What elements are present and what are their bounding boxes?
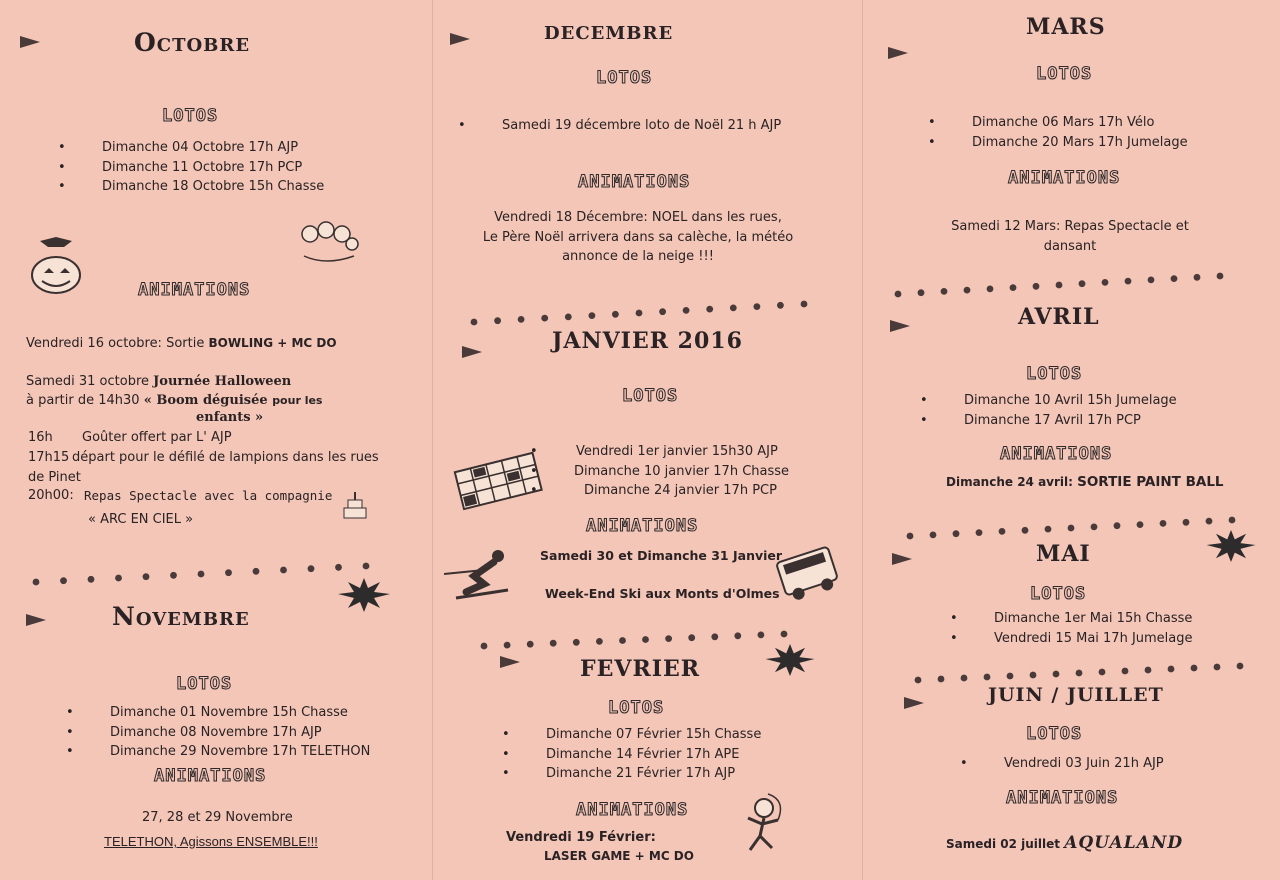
dot	[1099, 669, 1106, 676]
dot	[471, 319, 478, 326]
dot	[907, 533, 914, 540]
section-animations-mars: ANIMATIONS	[1008, 168, 1121, 188]
list-item: • Dimanche 24 janvier 17h PCP	[574, 481, 789, 501]
dotted-separator	[36, 572, 366, 591]
month-title-mars: MARS	[1026, 14, 1106, 40]
section-animations-decembre: ANIMATIONS	[578, 172, 691, 192]
section-animations-janvier: ANIMATIONS	[586, 516, 699, 536]
list-item: • Dimanche 06 Mars 17h Vélo	[972, 113, 1188, 133]
lotos-list-decembre	[502, 116, 781, 136]
dot	[60, 577, 67, 584]
bus-icon	[774, 540, 840, 602]
dot	[915, 677, 922, 684]
dot	[143, 573, 150, 580]
dot	[1068, 525, 1075, 532]
dot	[198, 571, 205, 578]
list-item: • Dimanche 14 Février 17h APE	[546, 745, 761, 765]
list-item: • Dimanche 20 Mars 17h Jumelage	[972, 133, 1188, 153]
dot	[781, 631, 788, 638]
dot	[494, 317, 501, 324]
dot	[1114, 522, 1121, 529]
dot	[665, 635, 672, 642]
lotos-list-octobre	[102, 138, 324, 197]
dot	[33, 579, 40, 586]
dot	[706, 306, 713, 313]
section-animations-octobre: ANIMATIONS	[138, 280, 251, 300]
dot	[1206, 518, 1213, 525]
dot	[565, 314, 572, 321]
event-time: 16h	[28, 430, 53, 445]
dot	[964, 287, 971, 294]
cake-icon	[340, 490, 370, 522]
dot	[1033, 283, 1040, 290]
month-title-avril: AVRIL	[1018, 304, 1100, 330]
event-telethon: TELETHON, Agissons ENSEMBLE!!!	[104, 834, 318, 849]
dot	[1045, 526, 1052, 533]
event-repas: Repas Spectacle avec la compagnie	[84, 488, 333, 503]
list-item: • Dimanche 01 Novembre 15h Chasse	[110, 703, 370, 723]
dot	[1007, 673, 1014, 680]
dot	[1125, 278, 1132, 285]
dot	[734, 632, 741, 639]
pumpkin-icon	[28, 235, 84, 297]
list-item: • Samedi 19 décembre loto de Noël 21 h AJP	[502, 116, 781, 136]
dot	[1183, 519, 1190, 526]
lotos-list-novembre	[110, 703, 370, 762]
arrow-marker	[890, 320, 910, 332]
dot	[1217, 273, 1224, 280]
section-lotos-octobre: LOTOS	[162, 106, 219, 126]
dot	[1122, 668, 1129, 675]
event-defile: départ pour le défilé de lampions dans les rues de Pinet	[28, 450, 379, 485]
list-item: • Dimanche 10 Avril 15h Jumelage	[964, 391, 1177, 411]
starburst-icon	[1206, 530, 1256, 562]
section-lotos-decembre: LOTOS	[596, 68, 653, 88]
lotos-list-fevrier	[546, 725, 761, 784]
dot	[504, 642, 511, 649]
event-halloween: Samedi 31 octobre Journée Halloween	[26, 374, 292, 389]
dot	[1091, 524, 1098, 531]
dot	[1022, 527, 1029, 534]
dot	[619, 637, 626, 644]
dot	[999, 528, 1006, 535]
month-title-janvier: JANVIER 2016	[552, 328, 743, 354]
lotos-list-janvier	[574, 442, 789, 501]
month-title-decembre: decembre	[544, 16, 674, 45]
arrow-marker	[892, 553, 912, 565]
dot	[1053, 671, 1060, 678]
dot	[1214, 664, 1221, 671]
list-item: • Dimanche 08 Novembre 17h AJP	[110, 723, 370, 743]
dot	[730, 305, 737, 312]
lotos-list-mars	[972, 113, 1188, 152]
dotted-separator	[898, 284, 1220, 303]
dot	[987, 286, 994, 293]
dotted-separator	[484, 636, 784, 655]
dot	[1010, 284, 1017, 291]
dot	[930, 532, 937, 539]
list-item: • Dimanche 17 Avril 17h PCP	[964, 411, 1177, 431]
list-item: • Dimanche 29 Novembre 17h TELETHON	[110, 742, 370, 762]
section-animations-avril: ANIMATIONS	[1000, 444, 1113, 464]
month-title-novembre: Novembre	[112, 602, 250, 631]
jumping-kid-icon	[738, 790, 788, 860]
list-item: • Vendredi 1er janvier 15h30 AJP	[574, 442, 789, 462]
event-arc-en-ciel: « ARC EN CIEL »	[88, 512, 194, 527]
event-laser-game: LASER GAME + MC DO	[544, 849, 694, 863]
dot	[1160, 520, 1167, 527]
dot	[636, 310, 643, 317]
list-item: • Dimanche 11 Octobre 17h PCP	[102, 158, 324, 178]
list-item: • Dimanche 21 Février 17h AJP	[546, 764, 761, 784]
dot	[1191, 665, 1198, 672]
dot	[642, 636, 649, 643]
dot	[984, 674, 991, 681]
dot	[659, 308, 666, 315]
section-lotos-mai: LOTOS	[1030, 584, 1087, 604]
dot	[711, 633, 718, 640]
lotos-list-avril	[964, 391, 1177, 430]
section-animations-fevrier: ANIMATIONS	[576, 800, 689, 820]
event-time: 17h15	[28, 450, 70, 465]
arrow-marker	[888, 47, 908, 59]
event-ski-dates: Samedi 30 et Dimanche 31 Janvier	[540, 548, 783, 563]
dot	[1145, 667, 1152, 674]
dot	[527, 641, 534, 648]
dot	[754, 303, 761, 310]
event-boom-line2: enfants »	[196, 410, 264, 425]
section-animations-juin: ANIMATIONS	[1006, 788, 1119, 808]
dot	[115, 575, 122, 582]
dot	[612, 311, 619, 318]
dot	[363, 563, 370, 570]
dot	[941, 288, 948, 295]
dot	[1229, 517, 1236, 524]
starburst-icon	[764, 644, 816, 676]
event-ski: Week-End Ski aux Monts d'Olmes	[545, 586, 780, 601]
dot	[253, 568, 260, 575]
arrow-marker	[450, 33, 470, 45]
dot	[88, 576, 95, 583]
section-lotos-janvier: LOTOS	[622, 386, 679, 406]
month-title-fevrier: FEVRIER	[580, 656, 701, 682]
dot	[758, 632, 765, 639]
dot	[688, 634, 695, 641]
section-lotos-mars: LOTOS	[1036, 64, 1093, 84]
arrow-marker	[20, 36, 40, 48]
dot	[541, 315, 548, 322]
dot	[1076, 670, 1083, 677]
dot	[1079, 280, 1086, 287]
dot	[335, 564, 342, 571]
event-telethon-dates: 27, 28 et 29 Novembre	[142, 810, 293, 825]
month-title-juin-juillet: JUIN / JUILLET	[988, 684, 1164, 706]
list-item: • Dimanche 07 Février 15h Chasse	[546, 725, 761, 745]
dot	[895, 291, 902, 298]
arrow-marker	[904, 697, 924, 709]
event-repas-mars: Samedi 12 Mars: Repas Spectacle et dansant	[951, 219, 1189, 254]
dot	[225, 569, 232, 576]
dot	[953, 530, 960, 537]
dot	[1102, 279, 1109, 286]
dot	[518, 316, 525, 323]
event-noel: Vendredi 18 Décembre: NOEL dans les rues, Le Père Noël arrivera dans sa calèche, la météo annonce de la neige !!!	[482, 210, 794, 264]
lotos-list-juin	[1004, 754, 1164, 774]
arrow-marker	[462, 346, 482, 358]
dot	[1148, 277, 1155, 284]
party-crowd-icon	[298, 216, 360, 266]
event-laser-date: Vendredi 19 Février:	[506, 830, 656, 845]
arrow-marker	[500, 656, 520, 668]
dot	[683, 307, 690, 314]
list-item: • Vendredi 03 Juin 21h AJP	[1004, 754, 1164, 774]
dot	[573, 639, 580, 646]
dot	[1171, 275, 1178, 282]
lotos-list-mai	[994, 609, 1193, 648]
dot	[481, 643, 488, 650]
arrow-marker	[26, 614, 46, 626]
dot	[1168, 666, 1175, 673]
dot	[976, 529, 983, 536]
list-item: • Dimanche 1er Mai 15h Chasse	[994, 609, 1193, 629]
dot	[777, 302, 784, 309]
dot	[1194, 274, 1201, 281]
list-item: • Vendredi 15 Mai 17h Jumelage	[994, 629, 1193, 649]
dot	[801, 301, 808, 308]
month-title-mai: MAI	[1036, 541, 1091, 567]
list-item: • Dimanche 04 Octobre 17h AJP	[102, 138, 324, 158]
dot	[1137, 521, 1144, 528]
section-lotos-avril: LOTOS	[1026, 364, 1083, 384]
dot	[170, 572, 177, 579]
event-bowling: Vendredi 16 octobre: Sortie BOWLING + MC DO	[26, 336, 337, 351]
dot	[589, 312, 596, 319]
skier-icon	[444, 548, 520, 600]
section-lotos-fevrier: LOTOS	[608, 698, 665, 718]
list-item: • Dimanche 18 Octobre 15h Chasse	[102, 177, 324, 197]
list-item: • Dimanche 10 janvier 17h Chasse	[574, 462, 789, 482]
event-aqualand: Samedi 02 juillet AQUALAND	[946, 833, 1184, 853]
starburst-icon	[338, 578, 390, 612]
dot	[938, 676, 945, 683]
event-gouter: Goûter offert par L' AJP	[82, 430, 232, 445]
event-time: 20h00:	[28, 488, 74, 503]
section-animations-novembre: ANIMATIONS	[154, 766, 267, 786]
dot	[308, 565, 315, 572]
dot	[596, 638, 603, 645]
section-lotos-juin: LOTOS	[1026, 724, 1083, 744]
event-paint-ball: Dimanche 24 avril: SORTIE PAINT BALL	[946, 474, 1224, 490]
event-boom: à partir de 14h30 « Boom déguisée pour les	[26, 393, 323, 408]
month-title-octobre: Octobre	[134, 28, 251, 57]
dot	[550, 640, 557, 647]
dot	[961, 675, 968, 682]
section-lotos-novembre: LOTOS	[176, 674, 233, 694]
dot	[1030, 672, 1037, 679]
dot	[1237, 663, 1244, 670]
dot	[918, 289, 925, 296]
dot	[280, 567, 287, 574]
dot	[1056, 282, 1063, 289]
